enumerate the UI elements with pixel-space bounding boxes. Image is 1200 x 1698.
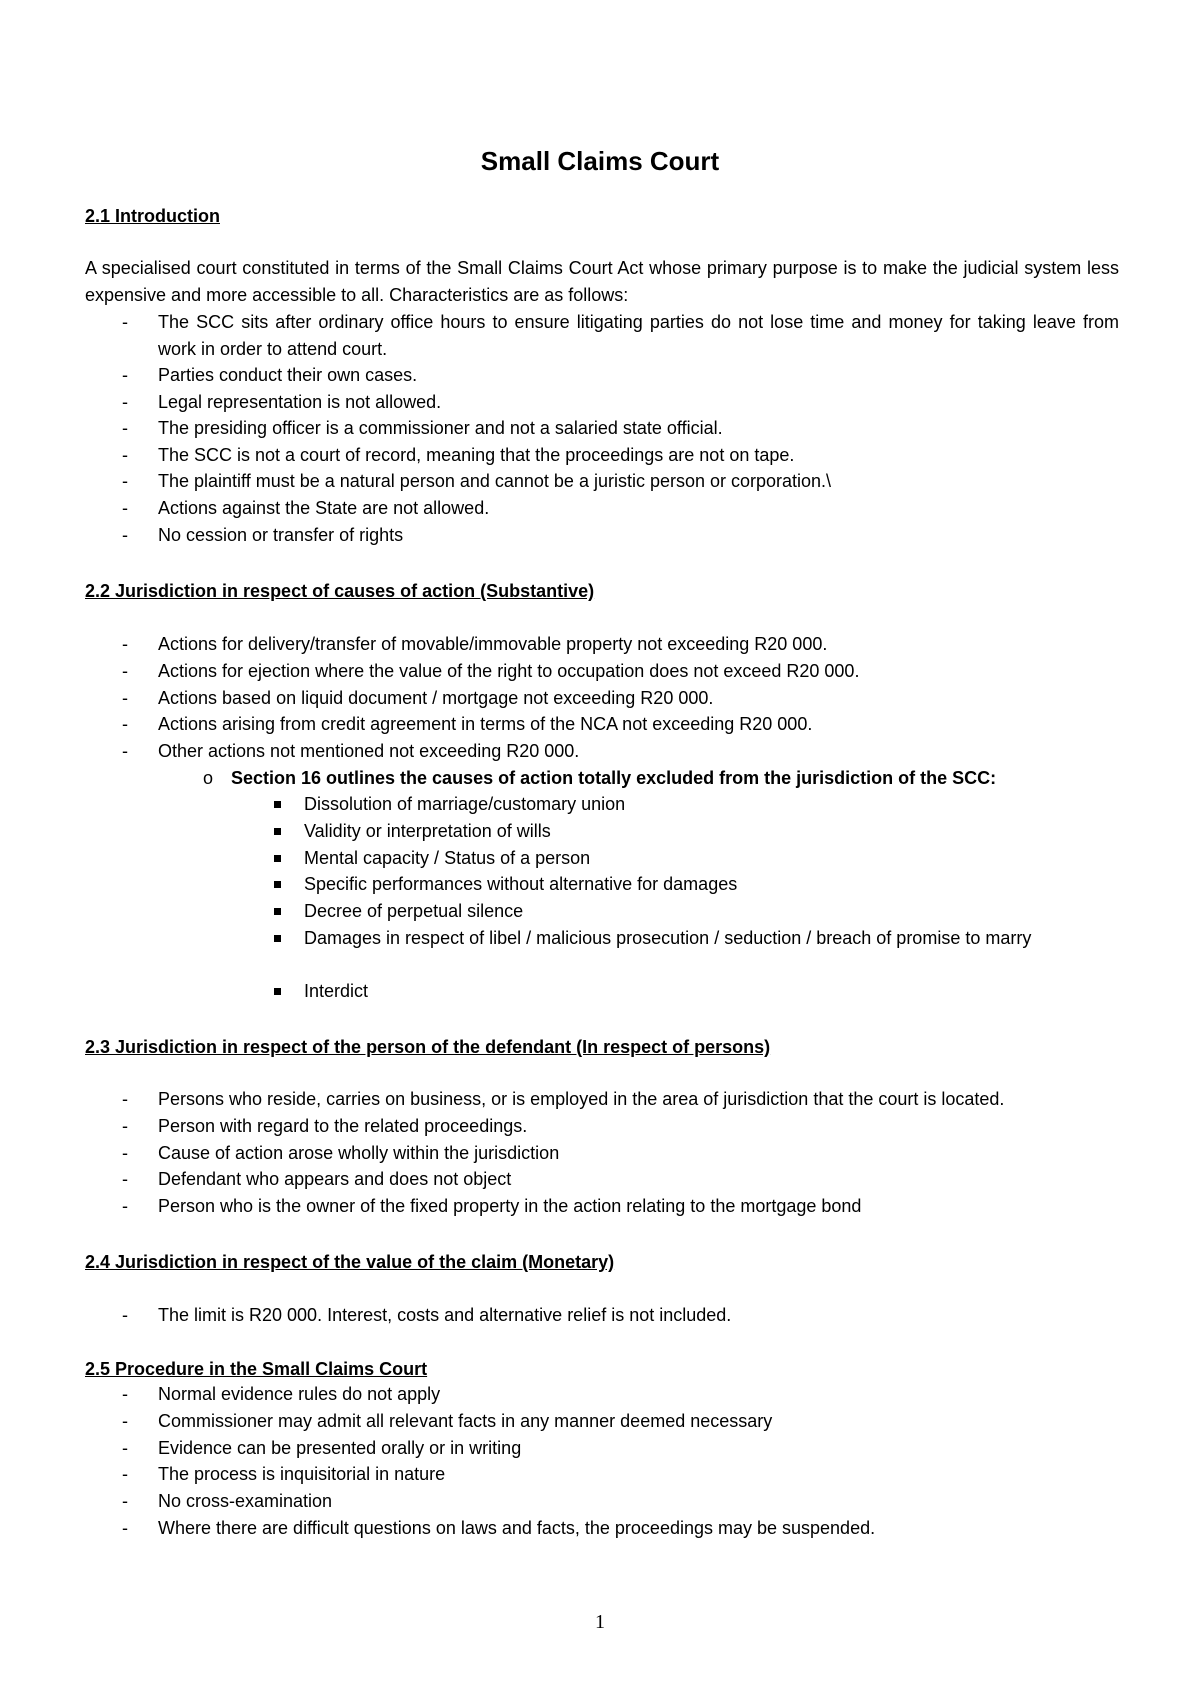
dash-bullet: -	[122, 312, 128, 332]
section-heading-substantive-jurisdiction: 2.2 Jurisdiction in respect of causes of action (Substantive)	[85, 581, 595, 601]
list-item	[85, 1515, 1119, 1542]
square-bullet-icon	[274, 881, 281, 888]
exclusion-item-text: Mental capacity / Status of a person	[304, 848, 591, 868]
list-item-text: The SCC sits after ordinary office hours to ensure litigating parties do not lose time and money for taking leave from work in order to attend court.	[158, 312, 1119, 359]
exclusion-item	[85, 791, 1119, 818]
dash-bullet: -	[122, 661, 128, 681]
list-item	[85, 1113, 1119, 1140]
list-item-text: Cause of action arose wholly within the jurisdiction	[158, 1143, 560, 1163]
exclusion-item-text: Dissolution of marriage/customary union	[304, 794, 626, 814]
dash-bullet: -	[122, 1384, 128, 1404]
square-bullet-icon	[274, 855, 281, 862]
list-item	[85, 362, 1119, 389]
dash-bullet: -	[122, 1518, 128, 1538]
dash-bullet: -	[122, 1491, 128, 1511]
list-item-text: Actions based on liquid document / mortgage not exceeding R20 000.	[158, 688, 714, 708]
list-item	[85, 1302, 1119, 1329]
dash-bullet: -	[122, 445, 128, 465]
list-item-text: Defendant who appears and does not object	[158, 1169, 512, 1189]
dash-bullet: -	[122, 1143, 128, 1163]
list-item	[85, 389, 1119, 416]
exclusion-item-text: Damages in respect of libel / malicious prosecution / seduction / breach of promise to marry	[304, 928, 1032, 948]
list-item	[85, 1435, 1119, 1462]
list-item	[85, 468, 1119, 495]
list-item	[85, 685, 1119, 712]
list-item	[85, 415, 1119, 442]
exclusion-item	[85, 925, 1119, 952]
list-item	[85, 1461, 1119, 1488]
sub-list-item	[85, 765, 1119, 792]
list-item	[85, 522, 1119, 549]
dash-bullet: -	[122, 498, 128, 518]
page-number: 1	[595, 1611, 605, 1633]
section-heading-introduction: 2.1 Introduction	[85, 206, 220, 226]
list-item	[85, 1140, 1119, 1167]
list-item-text: Persons who reside, carries on business, or is employed in the area of jurisdiction that the court is located.	[158, 1089, 1005, 1109]
dash-bullet: -	[122, 1116, 128, 1136]
dash-bullet: -	[122, 688, 128, 708]
list-item-text: No cession or transfer of rights	[158, 525, 404, 545]
list-item	[85, 309, 1119, 362]
list-item-text: Evidence can be presented orally or in writing	[158, 1438, 522, 1458]
exclusion-item	[85, 845, 1119, 872]
exclusion-item-text: Specific performances without alternative for damages	[304, 874, 738, 894]
list-item-text: Commissioner may admit all relevant facts in any manner deemed necessary	[158, 1411, 773, 1431]
list-item-text: Parties conduct their own cases.	[158, 365, 418, 385]
exclusions-heading: Section 16 outlines the causes of action totally excluded from the jurisdiction of the SCC:	[231, 768, 997, 788]
square-bullet-icon	[274, 908, 281, 915]
exclusion-item-text: Decree of perpetual silence	[304, 901, 524, 921]
dash-bullet: -	[122, 1411, 128, 1431]
section-heading-monetary-jurisdiction: 2.4 Jurisdiction in respect of the value of the claim (Monetary)	[85, 1252, 615, 1272]
list-item	[85, 1166, 1119, 1193]
square-bullet-icon	[274, 935, 281, 942]
circle-bullet: o	[203, 768, 214, 788]
list-item-text: The SCC is not a court of record, meaning that the proceedings are not on tape.	[158, 445, 795, 465]
list-item-text: Actions arising from credit agreement in terms of the NCA not exceeding R20 000.	[158, 714, 813, 734]
list-item	[85, 658, 1119, 685]
dash-bullet: -	[122, 1464, 128, 1484]
list-item	[85, 1086, 1119, 1113]
list-item-text: Person who is the owner of the fixed property in the action relating to the mortgage bond	[158, 1196, 862, 1216]
list-item	[85, 1381, 1119, 1408]
document-title: Small Claims Court	[480, 146, 720, 176]
list-item-text: The process is inquisitorial in nature	[158, 1464, 446, 1484]
exclusion-item	[85, 818, 1119, 845]
dash-bullet: -	[122, 1089, 128, 1109]
list-item-text: Actions for ejection where the value of the right to occupation does not exceed R20 000.	[158, 661, 860, 681]
list-item	[85, 442, 1119, 469]
dash-bullet: -	[122, 1438, 128, 1458]
list-item	[85, 738, 1119, 765]
square-bullet-icon	[274, 828, 281, 835]
introduction-paragraph: A specialised court constituted in terms of the Small Claims Court Act whose primary purpose is to make the judicial system less expensive and more accessible to all. Characteristics are as follows:	[85, 258, 1119, 305]
list-item-text: Where there are difficult questions on laws and facts, the proceedings may be suspended.	[158, 1518, 876, 1538]
dash-bullet: -	[122, 418, 128, 438]
square-bullet-icon	[274, 801, 281, 808]
dash-bullet: -	[122, 741, 128, 761]
list-item-text: The limit is R20 000. Interest, costs and alternative relief is not included.	[158, 1305, 732, 1325]
dash-bullet: -	[122, 714, 128, 734]
list-item-text: Actions for delivery/transfer of movable/immovable property not exceeding R20 000.	[158, 634, 828, 654]
section-heading-procedure: 2.5 Procedure in the Small Claims Court	[85, 1359, 428, 1379]
exclusion-item-text: Interdict	[304, 981, 369, 1001]
list-item-text: No cross-examination	[158, 1491, 333, 1511]
dash-bullet: -	[122, 471, 128, 491]
section-heading-person-jurisdiction: 2.3 Jurisdiction in respect of the person of the defendant (In respect of persons)	[85, 1037, 771, 1057]
list-item	[85, 711, 1119, 738]
list-item-text: Legal representation is not allowed.	[158, 392, 442, 412]
list-item	[85, 1488, 1119, 1515]
dash-bullet: -	[122, 1305, 128, 1325]
list-item	[85, 495, 1119, 522]
exclusion-item	[85, 978, 1119, 1005]
list-item	[85, 1193, 1119, 1220]
list-item	[85, 1408, 1119, 1435]
exclusion-item-text: Validity or interpretation of wills	[304, 821, 551, 841]
list-item-text: Actions against the State are not allowed.	[158, 498, 490, 518]
dash-bullet: -	[122, 525, 128, 545]
dash-bullet: -	[122, 392, 128, 412]
list-item-text: Normal evidence rules do not apply	[158, 1384, 441, 1404]
exclusion-item	[85, 871, 1119, 898]
list-item-text: The plaintiff must be a natural person and cannot be a juristic person or corporation.\	[158, 471, 832, 491]
list-item-text: The presiding officer is a commissioner and not a salaried state official.	[158, 418, 723, 438]
square-bullet-icon	[274, 988, 281, 995]
dash-bullet: -	[122, 634, 128, 654]
dash-bullet: -	[122, 1196, 128, 1216]
exclusion-item	[85, 898, 1119, 925]
list-item-text: Other actions not mentioned not exceeding R20 000.	[158, 741, 580, 761]
list-item-text: Person with regard to the related proceedings.	[158, 1116, 528, 1136]
list-item	[85, 631, 1119, 658]
dash-bullet: -	[122, 365, 128, 385]
dash-bullet: -	[122, 1169, 128, 1189]
